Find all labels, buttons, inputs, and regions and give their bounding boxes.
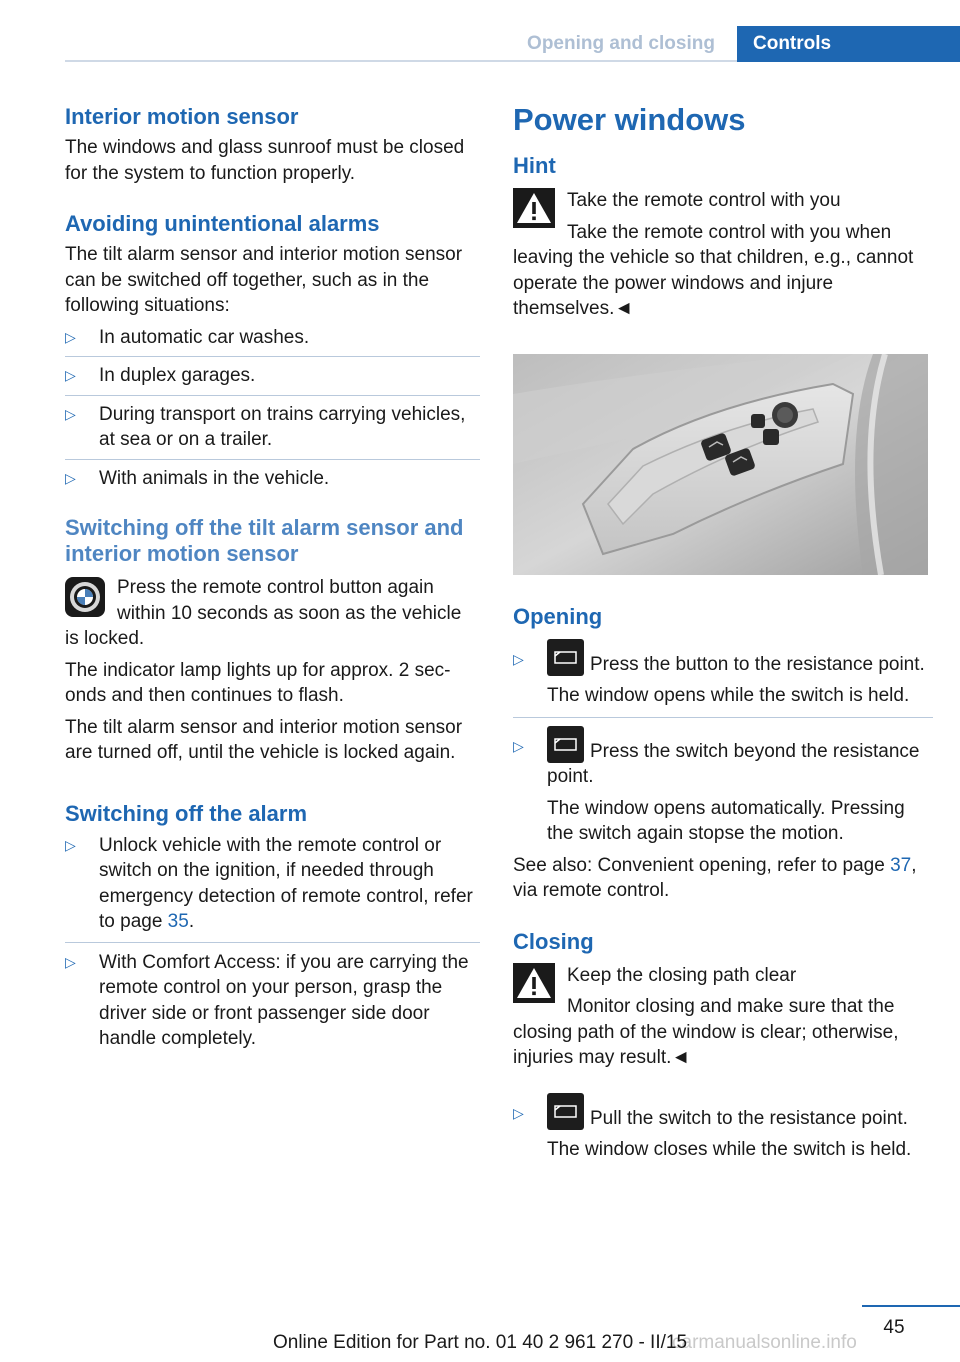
- right-column: [513, 100, 933, 1163]
- power-windows-title: Power windows: [513, 102, 746, 137]
- switch-off-text-2: The indicator lamp lights up for approx. 2 seconds and then continues to flash.: [65, 659, 451, 706]
- door-switch-illustration: [513, 354, 928, 575]
- window-open-icon: [547, 639, 584, 676]
- opening-heading: Opening: [513, 603, 603, 629]
- avoid-alarms-list: [65, 325, 480, 492]
- hint-heading: Hint: [513, 153, 556, 178]
- bmw-remote-button-icon: [65, 577, 105, 617]
- watermark: carmanualsonline.info: [672, 1332, 857, 1353]
- closing-list: [513, 1093, 933, 1163]
- list-item: ▷ In duplex garages.: [65, 357, 480, 396]
- bullet-triangle-icon: ▷: [65, 469, 76, 486]
- window-close-icon: [547, 1093, 584, 1130]
- header-chapter-tab: Controls: [737, 26, 960, 62]
- bullet-triangle-icon: ▷: [513, 650, 524, 667]
- avoid-alarms-heading: Avoiding unintentional alarms: [65, 211, 380, 236]
- left-column: [65, 100, 480, 1052]
- bullet-triangle-icon: ▷: [513, 737, 524, 754]
- switch-off-text-1: Press the remote control button again within 10 seconds as soon as the vehicle is locked.: [65, 577, 462, 649]
- window-switch-icon: [547, 639, 584, 676]
- opening-item-2-detail: The window opens automatically. Pressing the switch again stopse the motion.: [547, 797, 905, 844]
- see-also-text: See also: Convenient opening, refer to page 37, via remote control.: [513, 854, 917, 901]
- switch-off-sensor-heading: Switching off the tilt alarm sensor and interior motion sensor: [65, 515, 464, 566]
- switch-off-block: [65, 575, 480, 652]
- bullet-triangle-icon: ▷: [65, 405, 76, 422]
- window-switch-icon: [547, 1093, 584, 1130]
- bullet-triangle-icon: ▷: [65, 328, 76, 345]
- warning-icon: [513, 963, 555, 1003]
- bullet-triangle-icon: ▷: [65, 836, 76, 853]
- list-item: ▷ In automatic car washes.: [65, 325, 480, 358]
- closing-warning-text: Monitor closing and make sure that the closing path of the window is clear; otherwise, injuries may result.◄: [513, 996, 899, 1068]
- switch-off-alarm-heading: Switching off the alarm: [65, 800, 308, 826]
- hint-warning-text: Take the remote control with you when leaving the vehicle so that children, e.g., cannot operate the power windows and injure themselves.◄: [513, 221, 914, 319]
- list-item: ▷ With Comfort Access: if you are carrying the remote control on your person, grasp the driver side or front passenger side door handle completely.: [65, 951, 469, 1049]
- page-number: 45: [883, 1317, 905, 1338]
- opening-item-1-detail: The window opens while the switch is held.: [547, 685, 910, 706]
- switch-off-text-3: The tilt alarm sensor and interior motion sensor are turned off, until the vehicle is locked again.: [65, 716, 463, 763]
- page-link-37[interactable]: 37: [890, 854, 912, 876]
- bullet-triangle-icon: ▷: [65, 367, 76, 383]
- bullet-triangle-icon: ▷: [65, 953, 76, 970]
- warning-icon: [513, 188, 555, 228]
- list-item: ▷ Press the button to the resistance point. The window opens while the switch is held.: [513, 639, 933, 718]
- hint-warning: [513, 188, 933, 322]
- window-switch-icon: [547, 726, 584, 763]
- page-link-35[interactable]: 35: [167, 911, 189, 932]
- closing-warning: [513, 963, 933, 1071]
- header-section: Opening and closing: [527, 33, 715, 54]
- window-open-icon: [547, 726, 584, 763]
- avoid-alarms-text: The tilt alarm sensor and interior motion sensor can be switched off together, such as in the following situations:: [65, 244, 463, 316]
- list-item: ▷ Unlock vehicle with the remote control or switch on the ignition, if needed through emergency detection of remote control, refer to page 35.: [65, 833, 480, 943]
- bullet-triangle-icon: ▷: [513, 1104, 524, 1121]
- closing-heading: Closing: [513, 928, 594, 954]
- edition-footer: Online Edition for Part no. 01 40 2 961 270 - II/15: [272, 1332, 688, 1353]
- switch-off-alarm-list: [65, 833, 480, 1052]
- closing-item-detail: The window closes while the switch is held.: [547, 1139, 912, 1160]
- list-item: ▷ With animals in the vehicle.: [65, 460, 480, 492]
- list-item: ▷ During transport on trains carrying vehicles, at sea or on a trailer.: [65, 396, 480, 460]
- list-item: ▷ Pull the switch to the resistance point. The window closes while the switch is held.: [513, 1093, 933, 1163]
- interior-motion-text: The windows and glass sunroof must be closed for the system to function properly.: [65, 137, 465, 184]
- closing-warning-title: Keep the closing path clear: [567, 964, 797, 986]
- opening-list: [513, 639, 933, 847]
- interior-motion-heading: Interior motion sensor: [65, 104, 299, 129]
- list-item: ▷ Press the switch beyond the resistance point. The window opens automatically. Pressing the switch again stopse the motion.: [513, 718, 933, 847]
- footer-rule: [862, 1305, 960, 1307]
- hint-warning-title: Take the remote control with you: [567, 190, 841, 211]
